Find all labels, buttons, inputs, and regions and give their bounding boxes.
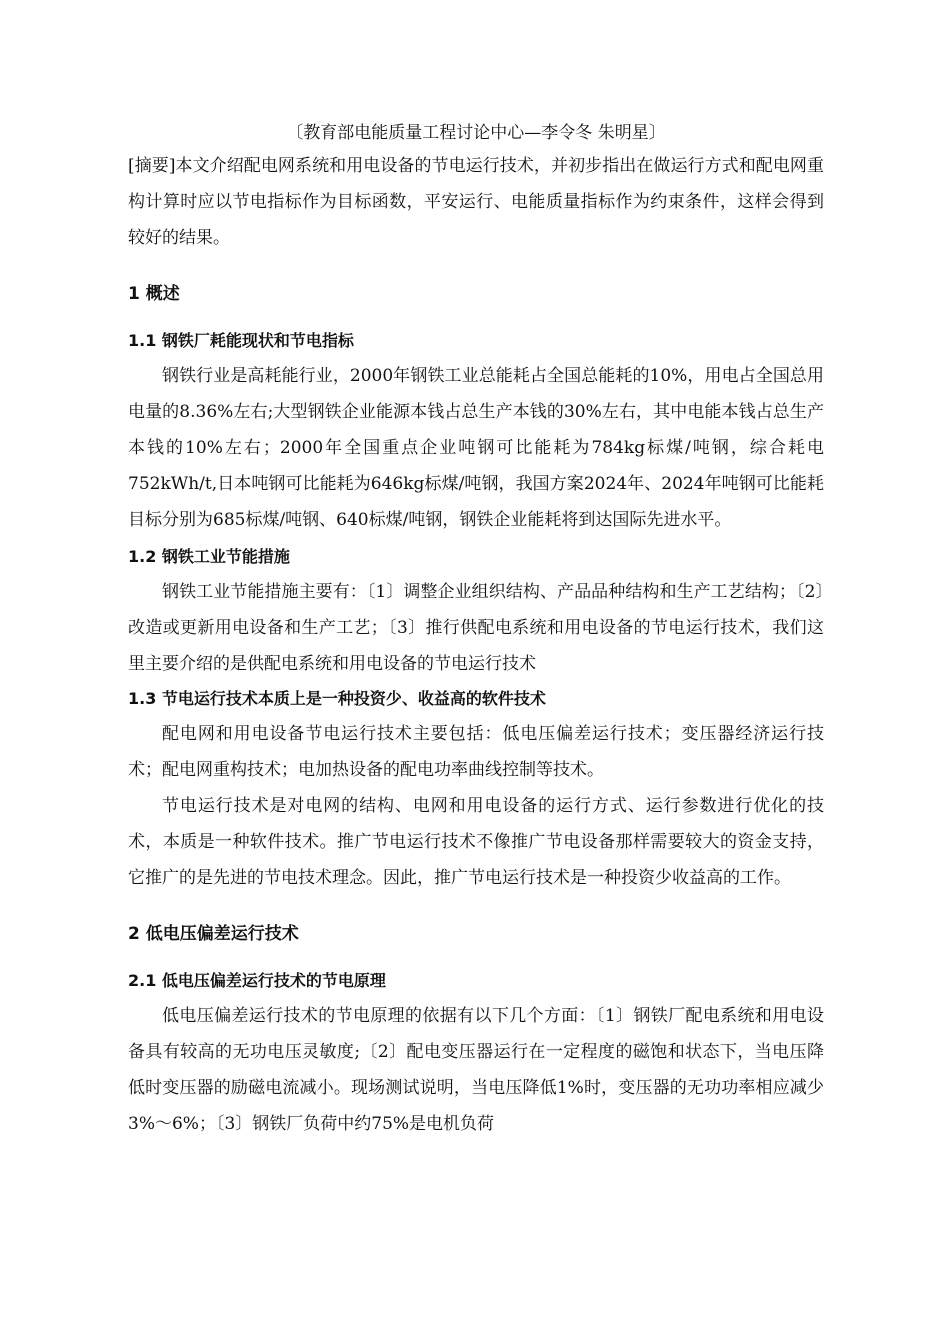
subsection-1-3-heading: 1.3 节电运行技术本质上是一种投资少、收益高的软件技术 [128, 689, 546, 708]
subsection-1-2-paragraph: 钢铁工业节能措施主要有：〔1〕调整企业组织结构、产品品种结构和生产工艺结构；〔2〕改造或更新用电设备和生产工艺；〔3〕推行供配电系统和用电设备的节电运行技术，我们这里主要介绍的是供配电系统和用电设备的节电运行技术 [128, 582, 824, 674]
section-1-heading: 1 概述 [128, 284, 180, 304]
subsection-1-3-paragraph-2: 节电运行技术是对电网的结构、电网和用电设备的运行方式、运行参数进行优化的技术，本质是一种软件技术。推广节电运行技术不像推广节电设备那样需要较大的资金支持，它推广的是先进的节电技术理念。因此，推广节电运行技术是一种投资少收益高的工作。 [128, 796, 824, 888]
subsection-1-3-paragraph-1: 配电网和用电设备节电运行技术主要包括：低电压偏差运行技术；变压器经济运行技术；配电网重构技术；电加热设备的配电功率曲线控制等技术。 [128, 724, 824, 780]
subsection-1-1-heading: 1.1 钢铁厂耗能现状和节电指标 [128, 331, 354, 350]
author-byline: 〔教育部电能质量工程讨论中心—李令冬 朱明星〕 [286, 123, 666, 143]
abstract-paragraph: [摘要]本文介绍配电网系统和用电设备的节电运行技术，并初步指出在做运行方式和配电网重构计算时应以节电指标作为目标函数，平安运行、电能质量指标作为约束条件，这样会得到较好的结果。 [128, 156, 824, 248]
subsection-2-1-heading: 2.1 低电压偏差运行技术的节电原理 [128, 971, 386, 990]
subsection-1-2-heading: 1.2 钢铁工业节能措施 [128, 547, 290, 566]
subsection-2-1-paragraph: 低电压偏差运行技术的节电原理的依据有以下几个方面：〔1〕钢铁厂配电系统和用电设备具有较高的无功电压灵敏度;〔2〕配电变压器运行在一定程度的磁饱和状态下，当电压降低时变压器的励磁电流减小。现场测试说明，当电压降低1%时，变压器的无功功率相应减少3%～6%；〔3〕钢铁厂负荷中约75%是电机负荷 [128, 1006, 824, 1134]
document-body [128, 118, 824, 1142]
section-2-heading: 2 低电压偏差运行技术 [128, 924, 299, 944]
subsection-1-1-paragraph: 钢铁行业是高耗能行业，2000年钢铁工业总能耗占全国总能耗的10%，用电占全国总用电量的8.36%左右;大型钢铁企业能源本钱占总生产本钱的30%左右，其中电能本钱占总生产本钱的10%左右；2000年全国重点企业吨钢可比能耗为784kg标煤/吨钢，综合耗电752kWh/t,日本吨钢可比能耗为646kg标煤/吨钢，我国方案2024年、2024年吨钢可比能耗目标分别为685标煤/吨钢、640标煤/吨钢，钢铁企业能耗将到达国际先进水平。 [128, 366, 824, 530]
